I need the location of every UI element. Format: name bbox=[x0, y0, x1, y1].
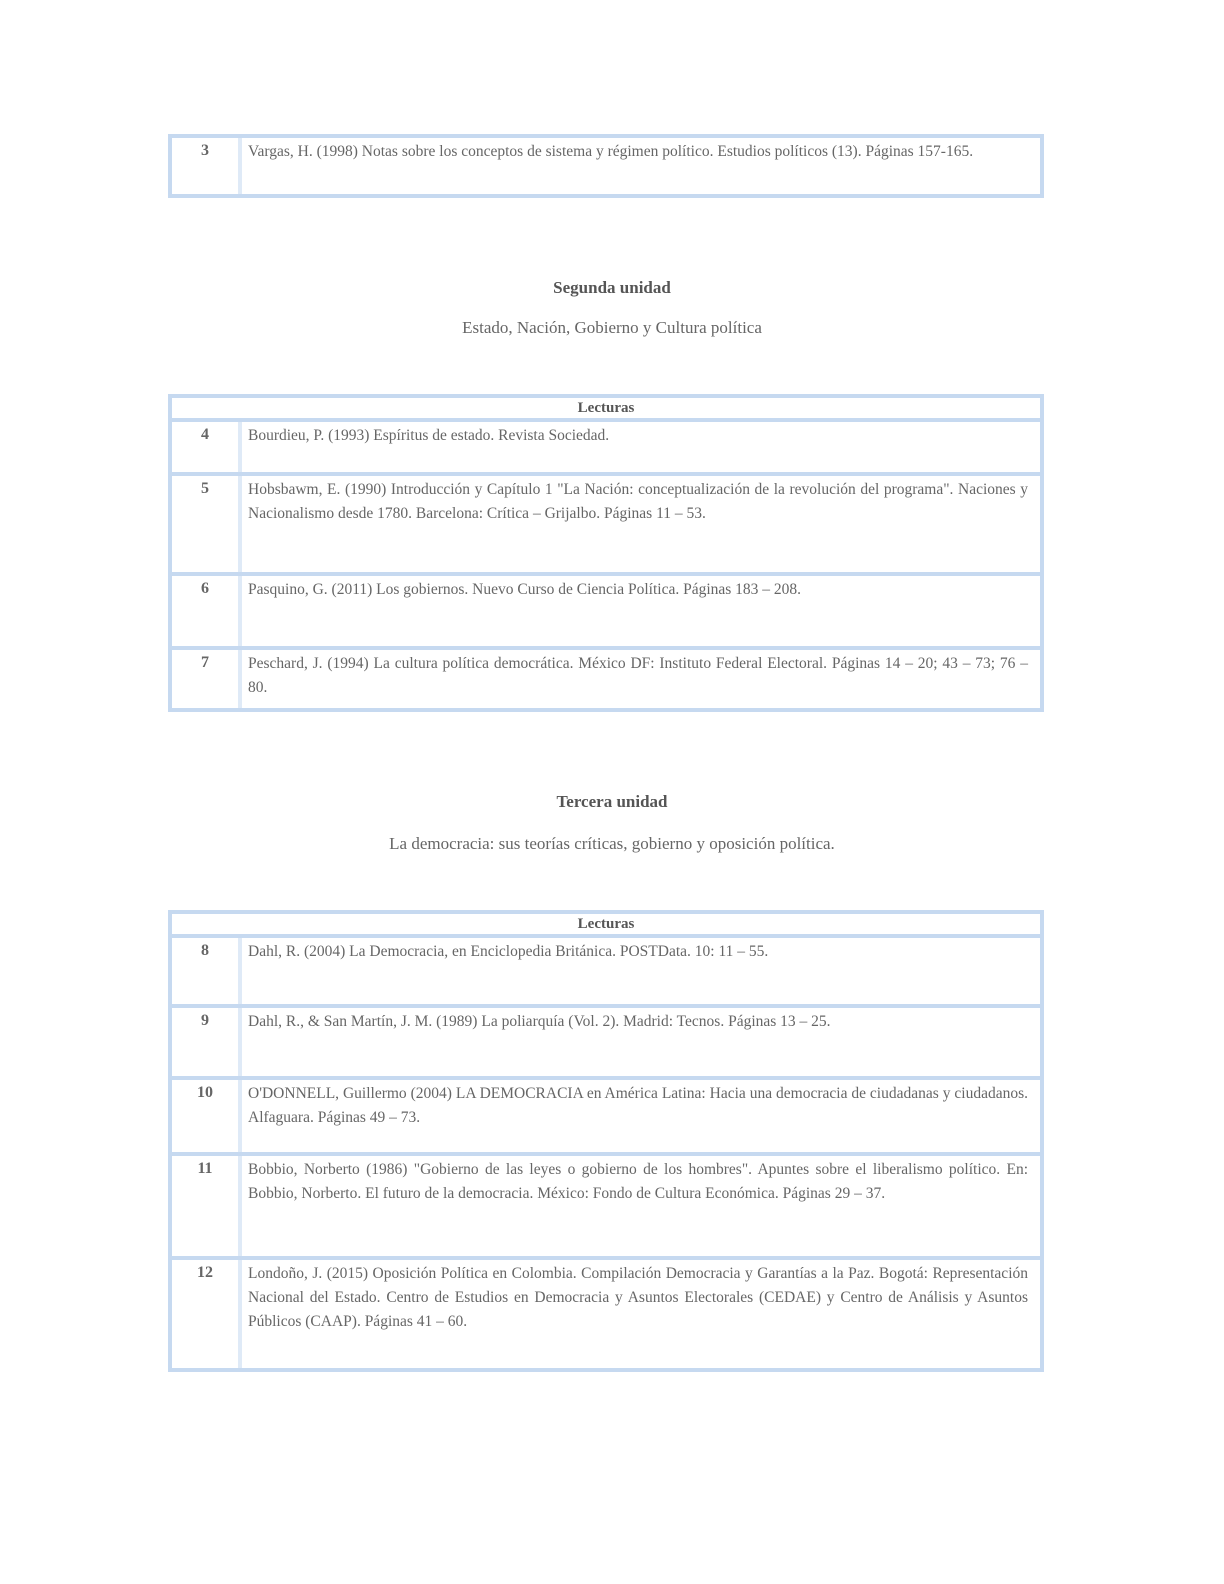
reference-number: 10 bbox=[172, 1080, 242, 1152]
table-row bbox=[172, 1260, 1040, 1368]
reference-text: Dahl, R. (2004) La Democracia, en Enciclopedia Británica. POSTData. 10: 11 – 55. bbox=[248, 943, 769, 960]
unit-3-subtitle: La democracia: sus teorías críticas, gobierno y oposición política. bbox=[389, 834, 835, 853]
reference-number: 4 bbox=[172, 422, 242, 472]
reference-text: Pasquino, G. (2011) Los gobiernos. Nuevo Curso de Ciencia Política. Páginas 183 – 208. bbox=[248, 581, 802, 598]
table-row bbox=[172, 576, 1040, 650]
reference-number: 11 bbox=[172, 1156, 242, 1256]
unit-3-title: Tercera unidad bbox=[556, 792, 668, 811]
reference-number: 6 bbox=[172, 576, 242, 646]
reference-text: Peschard, J. (1994) La cultura política democrática. México DF: Instituto Federal Electoral. Páginas 14 – 20; 43 – 73; 76 – 80. bbox=[248, 655, 1028, 696]
table-row bbox=[172, 938, 1040, 1008]
table-header: Lecturas bbox=[172, 914, 1040, 938]
references-table-continued bbox=[168, 134, 1044, 198]
table-row bbox=[172, 650, 1040, 708]
reference-number: 3 bbox=[172, 138, 242, 194]
table-row bbox=[172, 1008, 1040, 1080]
table-row bbox=[172, 138, 1040, 194]
reference-text: Dahl, R., & San Martín, J. M. (1989) La poliarquía (Vol. 2). Madrid: Tecnos. Páginas 13 – 25. bbox=[248, 1013, 831, 1030]
table-row bbox=[172, 1080, 1040, 1156]
table-row bbox=[172, 1156, 1040, 1260]
reference-text: Bobbio, Norberto (1986) "Gobierno de las leyes o gobierno de los hombres". Apuntes sobre el liberalismo político. En: Bobbio, Norberto. El futuro de la democracia. México: Fondo de Cultura Económica. Páginas 29 – 37. bbox=[248, 1161, 1028, 1202]
unit-2-title: Segunda unidad bbox=[553, 278, 671, 297]
unit-2-subtitle: Estado, Nación, Gobierno y Cultura política bbox=[462, 318, 762, 337]
reference-text: Hobsbawm, E. (1990) Introducción y Capítulo 1 "La Nación: conceptualización de la revolución del programa". Naciones y Nacionalismo desde 1780. Barcelona: Crítica – Grijalbo. Páginas 11 – 53. bbox=[248, 481, 1028, 522]
reference-text: Londoño, J. (2015) Oposición Política en Colombia. Compilación Democracia y Garantías a la Paz. Bogotá: Representación Nacional del Estado. Centro de Estudios en Democracia y Asuntos Electorales (CEDAE) y Centro de Análisis y Asuntos Públicos (CAAP). Páginas 41 – 60. bbox=[248, 1265, 1028, 1330]
reference-text: O'DONNELL, Guillermo (2004) LA DEMOCRACIA en América Latina: Hacia una democracia de ciudadanas y ciudadanos. Alfaguara. Páginas 49 – 73. bbox=[248, 1085, 1028, 1126]
reference-number: 12 bbox=[172, 1260, 242, 1368]
unit-2-readings-table bbox=[168, 394, 1044, 712]
reference-number: 5 bbox=[172, 476, 242, 572]
table-row bbox=[172, 422, 1040, 476]
table-header: Lecturas bbox=[172, 398, 1040, 422]
reference-number: 7 bbox=[172, 650, 242, 708]
reference-number: 9 bbox=[172, 1008, 242, 1076]
reference-text: Vargas, H. (1998) Notas sobre los conceptos de sistema y régimen político. Estudios políticos (13). Páginas 157-165. bbox=[248, 143, 974, 160]
table-row bbox=[172, 476, 1040, 576]
reference-number: 8 bbox=[172, 938, 242, 1004]
reference-text: Bourdieu, P. (1993) Espíritus de estado. Revista Sociedad. bbox=[248, 427, 610, 444]
unit-3-readings-table bbox=[168, 910, 1044, 1372]
